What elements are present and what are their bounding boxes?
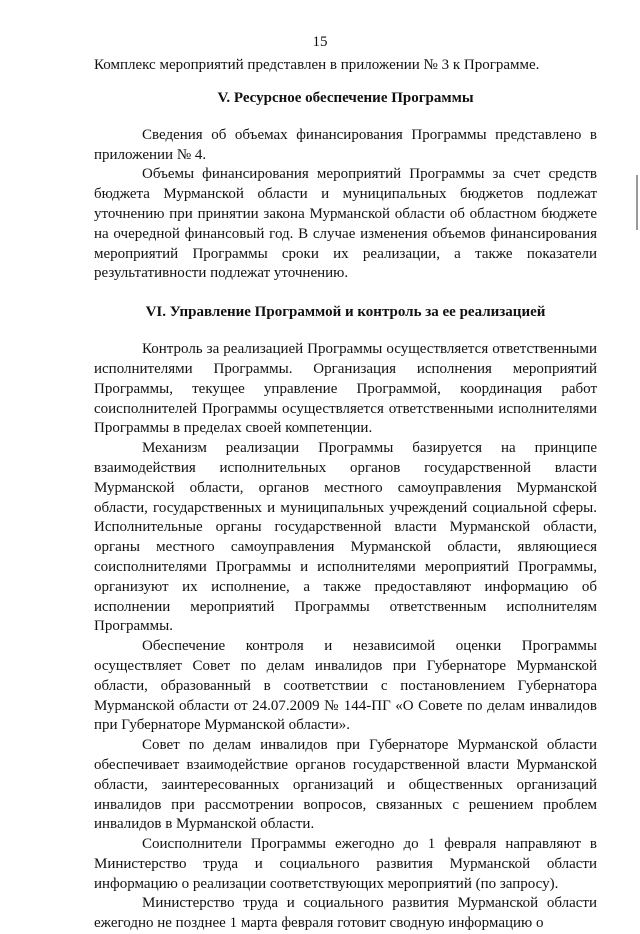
intro-line: Комплекс мероприятий представлен в приложении № 3 к Программе. [94, 57, 540, 73]
page-number: 15 [312, 34, 328, 50]
section-6-paragraph-6: Министерство труда и социального развития Мурманской области ежегодно не позднее 1 марта февраля готовит сводную информацию о [94, 895, 597, 932]
margin-scan-mark [636, 175, 638, 230]
section-6-paragraph-5: Соисполнители Программы ежегодно до 1 февраля направляют в Министерство труда и социального развития Мурманской области информацию о реализации соответствующих мероприятий (по запросу). [94, 836, 597, 892]
section-6-paragraph-2: Механизм реализации Программы базируется на принципе взаимодействия исполнительных органов государственной власти Мурманской области, органов местного самоуправления Мурманской области, государственных и муниципальных учреждений социальной сферы. Исполнительные органы государственной власти Мурманской области, органы местного самоуправления Мурманской области, являющиеся соисполнителями Программы и исполнителями мероприятий Программы, организуют их исполнение, а также предоставляют информацию об исполнении мероприятий Программы ответственным исполнителям Программы. [94, 440, 597, 635]
section-5-paragraph-2: Объемы финансирования мероприятий Программы за счет средств бюджета Мурманской области и муниципальных бюджетов подлежат уточнению при принятии закона Мурманской области об областном бюджете на очередной финансовый год. В случае изменения объемов финансирования мероприятий Программы сроки их реализации, а также показатели результативности подлежат уточнению. [94, 166, 597, 282]
section-5-title: V. Ресурсное обеспечение Программы [217, 89, 474, 106]
section-6-paragraph-4: Совет по делам инвалидов при Губернаторе Мурманской области обеспечивает взаимодействие органов государственной власти Мурманской области, заинтересованных организаций и общественных организаций инвалидов при рассмотрении вопросов, связанных с решением проблем инвалидов в Мурманской области. [94, 737, 597, 833]
document-body [94, 56, 597, 934]
section-6-paragraph-1: Контроль за реализацией Программы осуществляется ответственными исполнителями Программы. Организация исполнения мероприятий Программы, текущее управление Программой, координация работ соисполнителей Программы осуществляется ответственными исполнителями Программы в пределах своей компетенции. [94, 341, 597, 437]
section-5-paragraph-1: Сведения об объемах финансирования Программы представлено в приложении № 4. [94, 126, 597, 163]
section-6-title: VI. Управление Программой и контроль за ее реализацией [145, 304, 546, 321]
section-6-paragraph-3: Обеспечение контроля и независимой оценки Программы осуществляет Совет по делам инвалидов при Губернаторе Мурманской области, образованный в соответствии с постановлением Губернатора Мурманской области от 24.07.2009 № 144-ПГ «О Совете по делам инвалидов при Губернаторе Мурманской области». [94, 638, 597, 734]
